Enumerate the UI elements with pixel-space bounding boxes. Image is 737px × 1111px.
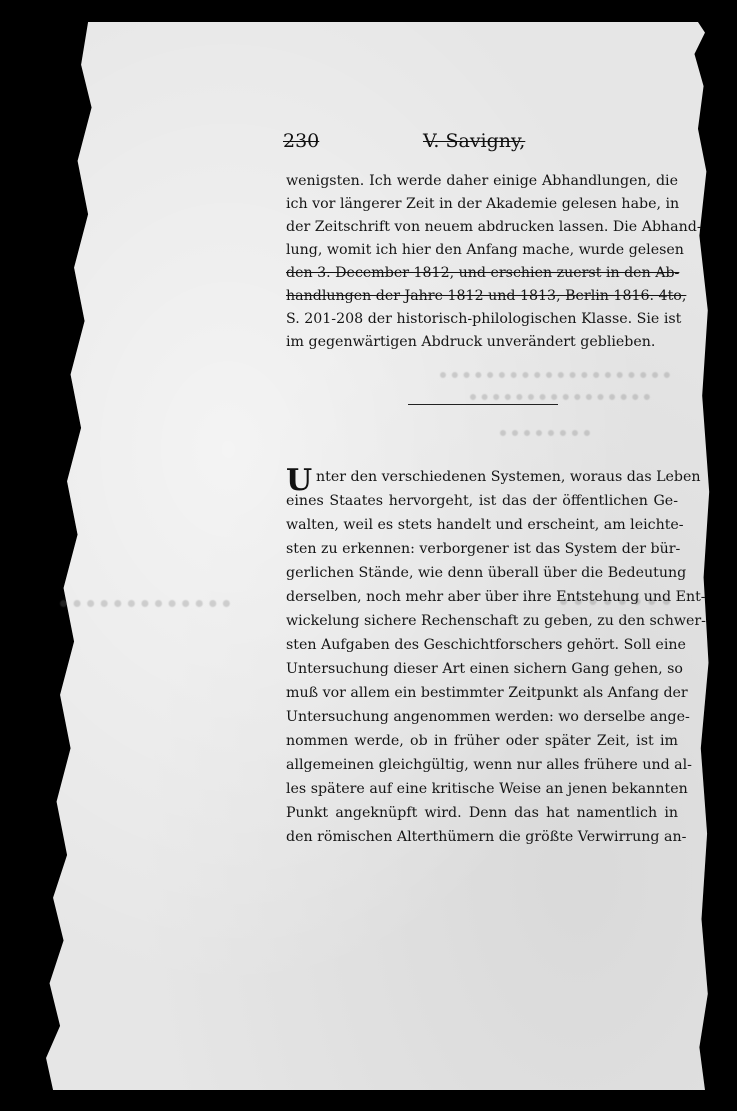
text-line-struck: handlungen der Jahre 1812 und 1813, Berlin 1816. 4to, xyxy=(286,288,687,304)
text-line: derselben, noch mehr aber über ihre Entstehung und Ent- xyxy=(286,589,706,605)
bleed-through-mark xyxy=(440,372,670,390)
body-paragraph xyxy=(286,463,706,856)
running-head: V. Savigny, xyxy=(423,130,526,152)
text-line: nommen werde, ob in früher oder später Zeit, ist im xyxy=(286,733,678,749)
text-line: gerlichen Stände, wie denn überall über die Bedeutung xyxy=(286,565,687,581)
text-line: wickelung sichere Rechenschaft zu geben, zu den schwer- xyxy=(286,613,706,629)
section-divider xyxy=(408,404,558,405)
bleed-through-mark xyxy=(470,394,650,410)
text-line: muß vor allem ein bestimmter Zeitpunkt als Anfang der xyxy=(286,685,688,701)
text-line: wenigsten. Ich werde daher einige Abhandlungen, die xyxy=(286,173,678,189)
text-line: sten zu erkennen: verborgener ist das System der bür- xyxy=(286,541,681,557)
text-line: allgemeinen gleichgültig, wenn nur alles frühere und al- xyxy=(286,757,692,773)
bleed-through-mark xyxy=(60,600,230,619)
text-line: Punkt angeknüpft wird. Denn das hat namentlich in xyxy=(286,805,678,821)
text-line: ich vor längerer Zeit in der Akademie gelesen habe, in xyxy=(286,196,680,212)
text-line-struck: den 3. December 1812, und erschien zuerst in den Ab- xyxy=(286,265,680,281)
text-line: eines Staates hervorgeht, ist das der öffentlichen Ge- xyxy=(286,493,678,509)
text-line: S. 201-208 der historisch-philologischen Klasse. Sie ist xyxy=(286,311,682,327)
text-line: sten Aufgaben des Geschichtforschers gehört. Soll eine xyxy=(286,637,686,653)
text-line: les spätere auf eine kritische Weise an jenen bekannten xyxy=(286,781,688,797)
text-line: lung, womit ich hier den Anfang mache, wurde gelesen xyxy=(286,242,684,258)
page-number: 230 xyxy=(283,130,320,152)
text-line: walten, weil es stets handelt und erscheint, am leichte- xyxy=(286,517,684,533)
drop-cap: U xyxy=(286,463,313,498)
text-line: Untersuchung dieser Art einen sichern Gang gehen, so xyxy=(286,661,683,677)
text-line: nter den verschiedenen Systemen, woraus das Leben xyxy=(316,469,701,485)
text-line: im gegenwärtigen Abdruck unverändert geblieben. xyxy=(286,334,656,350)
bleed-through-mark xyxy=(500,430,590,446)
text-line: den römischen Alterthümern die größte Verwirrung an- xyxy=(286,829,687,845)
text-line: der Zeitschrift von neuem abdrucken lassen. Die Abhand- xyxy=(286,219,702,235)
intro-paragraph xyxy=(286,170,702,350)
text-line: Untersuchung angenommen werden: wo derselbe ange- xyxy=(286,709,690,725)
page-header xyxy=(283,130,683,154)
